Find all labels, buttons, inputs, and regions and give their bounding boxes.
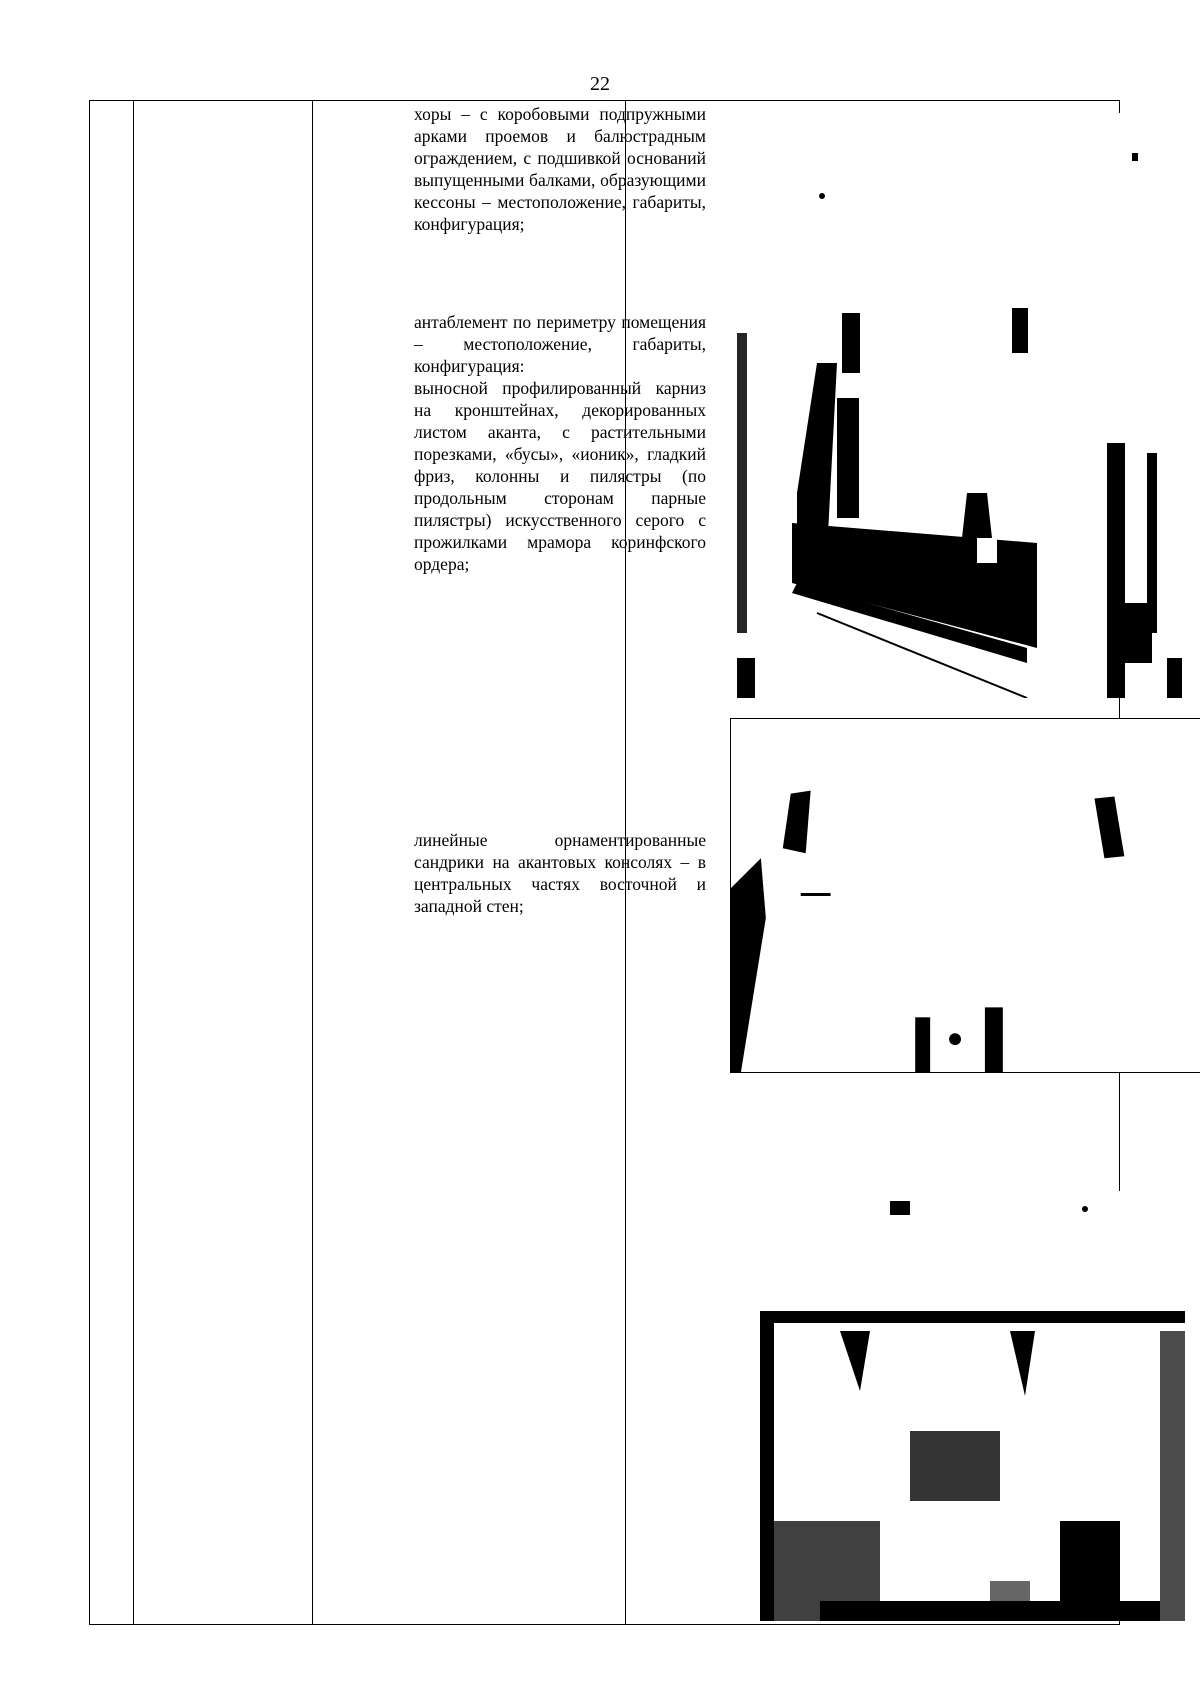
- photo-sandriks: [730, 718, 1200, 1073]
- column-divider: [133, 101, 134, 1624]
- text-block-sandriks: [414, 829, 706, 917]
- column-divider: [312, 101, 313, 1624]
- paragraph: хоры – с коробовыми подпружными арками проемов и балюстрадным ограждением, с подшивкой оснований выпущенными балками, образующими кессоны – местоположение, габариты, конфигурация;: [414, 104, 706, 234]
- description-table: [89, 100, 1120, 1625]
- text-block-choir: [414, 103, 706, 235]
- photo-hall: [760, 1191, 1185, 1621]
- text-block-entablature: [414, 311, 706, 575]
- paragraph: выносной профилированный карниз на кронштейнах, декорированных листом аканта, с растительными порезками, «бусы», «ионик», гладкий фриз, колонны и пилястры (по продольным сторонам парные пилястры) искусственного серого с прожилками мрамора коринфского ордера;: [414, 378, 706, 574]
- photo-choir: [737, 113, 1182, 698]
- paragraph: антаблемент по периметру помещения – местоположение, габариты, конфигурация:: [414, 312, 706, 376]
- paragraph: линейные орнаментированные сандрики на акантовых консолях – в центральных частях восточной и западной стен;: [414, 830, 706, 916]
- page-number: 22: [590, 73, 610, 95]
